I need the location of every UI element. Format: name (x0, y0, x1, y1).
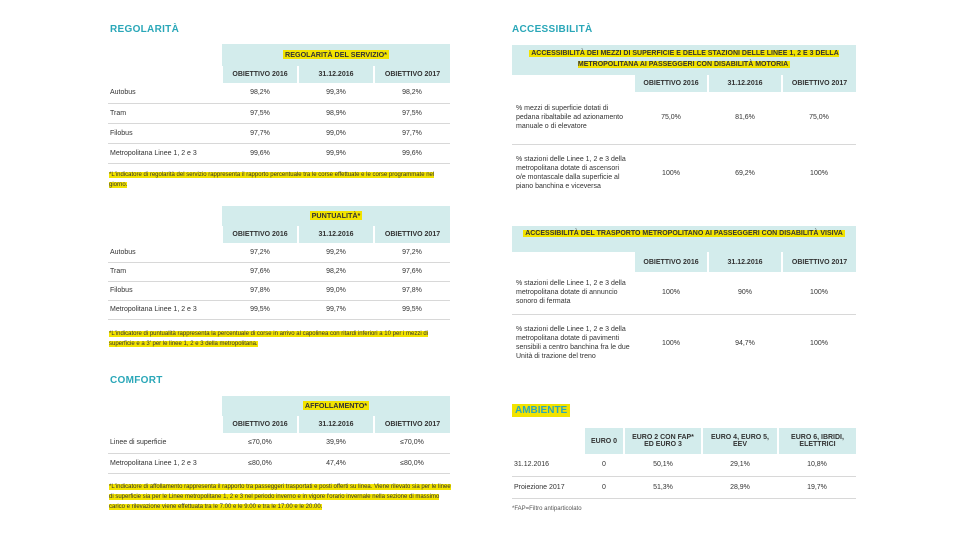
section-title-comfort: COMFORT (110, 375, 163, 386)
table-row: Linee di superficie ≤70,0% 39,9% ≤70,0% (108, 433, 450, 453)
ambiente-table (512, 428, 856, 499)
col-header: OBIETTIVO 2016 (222, 226, 298, 243)
table-row: Filobus 97,7% 99,0% 97,7% (108, 123, 450, 143)
table-row: Metropolitana Linee 1, 2 e 3 99,5% 99,7% 99,5% (108, 300, 450, 319)
table-row: 31.12.2016 0 50,1% 29,1% 10,8% (512, 454, 856, 476)
table-row: Metropolitana Linee 1, 2 e 3 ≤80,0% 47,4% ≤80,0% (108, 453, 450, 473)
col-header: OBIETTIVO 2016 (634, 252, 708, 272)
col-header: 31.12.2016 (298, 226, 374, 243)
table-header: REGOLARITÀ DEL SERVIZIO* (285, 50, 387, 59)
table-header: PUNTUALITÀ* (311, 211, 361, 220)
table-row: % stazioni delle Linee 1, 2 e 3 della metropolitana dotate di annuncio sonoro di fermata 100% 90% 100% (512, 272, 856, 314)
table-row: Filobus 97,8% 99,0% 97,8% (108, 281, 450, 300)
footnote-regolarita: *L'indicatore di regolarità del servizio rappresenta il rapporto percentuale tra le corse effettuate e le corse programmate nel giorno. (109, 172, 435, 188)
table-row: Metropolitana Linee 1, 2 e 3 99,6% 99,9% 99,6% (108, 143, 450, 163)
footnote-puntualita: *L'indicatore di puntualità rappresenta la percentuale di corse in arrivo al capolinea con ritardi inferiori a 10 per i mezzi di superficie e a 3' per le linee 1, 2 e 3 della metropolitana. (109, 331, 428, 347)
col-header: EURO 6, IBRIDI, ELETTRICI (778, 428, 856, 454)
col-header: EURO 4, EURO 5, EEV (702, 428, 778, 454)
col-header: OBIETTIVO 2016 (222, 66, 298, 83)
table-row: Autobus 98,2% 99,3% 98,2% (108, 83, 450, 103)
section-title-accessibilita: ACCESSIBILITÀ (512, 24, 593, 35)
col-header: OBIETTIVO 2017 (374, 416, 450, 433)
table-header: ACCESSIBILITÀ DEL TRASPORTO METROPOLITANO AI PASSEGGERI CON DISABILITÀ VISIVA (525, 230, 843, 237)
col-header: OBIETTIVO 2017 (782, 252, 856, 272)
col-header: EURO 0 (584, 428, 624, 454)
col-header: OBIETTIVO 2017 (374, 66, 450, 83)
table-row: Autobus 97,2% 99,2% 97,2% (108, 243, 450, 262)
table-row: % stazioni delle Linee 1, 2 e 3 della metropolitana dotate di pavimenti sensibili a centro banchina fra le due Unità di trazione del treno 100% 94,7% 100% (516, 326, 828, 361)
col-header: 31.12.2016 (298, 66, 374, 83)
section-title-ambiente: AMBIENTE (512, 404, 570, 417)
col-header: OBIETTIVO 2017 (782, 75, 856, 92)
col-header: EURO 2 CON FAP* ED EURO 3 (624, 428, 702, 454)
table-row: % stazioni delle Linee 1, 2 e 3 della metropolitana dotate di ascensori o/e montascale dalla superficie al piano banchina e viceversa 100% 69,2% 100% (516, 156, 828, 191)
table-row: % mezzi di superficie dotati di pedana ribaltabile ad azionamento manuale o di elevatore 75,0% 81,6% 75,0% (512, 92, 856, 144)
section-title-regolarita: REGOLARITÀ (110, 24, 180, 35)
col-header: OBIETTIVO 2016 (222, 416, 298, 433)
col-header: 31.12.2016 (708, 75, 782, 92)
table-header: AFFOLLAMENTO* (304, 401, 368, 410)
table-row: Tram 97,5% 98,9% 97,5% (108, 103, 450, 123)
table-row: Proiezione 2017 0 51,3% 28,9% 19,7% (512, 476, 856, 498)
footnote-affollamento: *L'indicatore di affollamento rappresenta il rapporto tra passeggeri trasportati e posti offerti su linea. Viene rilevato sia per le linee di superficie sia per le Linee metropolitane 1, 2 e 3 nel periodo inverno e in vigore l'orario invernale nella sezione di massimo carico e rilevazione viene effettuata tra le 7.00 e le 9.00 e tra le 17.00 e le 20.00. (109, 484, 451, 510)
col-header: OBIETTIVO 2016 (634, 75, 708, 92)
table-header: ACCESSIBILITÀ DEI MEZZI DI SUPERFICIE E DELLE STAZIONI DELLE LINEE 1, 2 E 3 DELLA METROPOLITANA AI PASSEGGERI CON DISABILITÀ MOTORIA (531, 50, 839, 68)
col-header: OBIETTIVO 2017 (374, 226, 450, 243)
footnote-ambiente: *FAP=Filtro antiparticolato (512, 506, 582, 512)
table-row: Tram 97,6% 98,2% 97,6% (108, 262, 450, 281)
col-header: 31.12.2016 (298, 416, 374, 433)
col-header: 31.12.2016 (708, 252, 782, 272)
